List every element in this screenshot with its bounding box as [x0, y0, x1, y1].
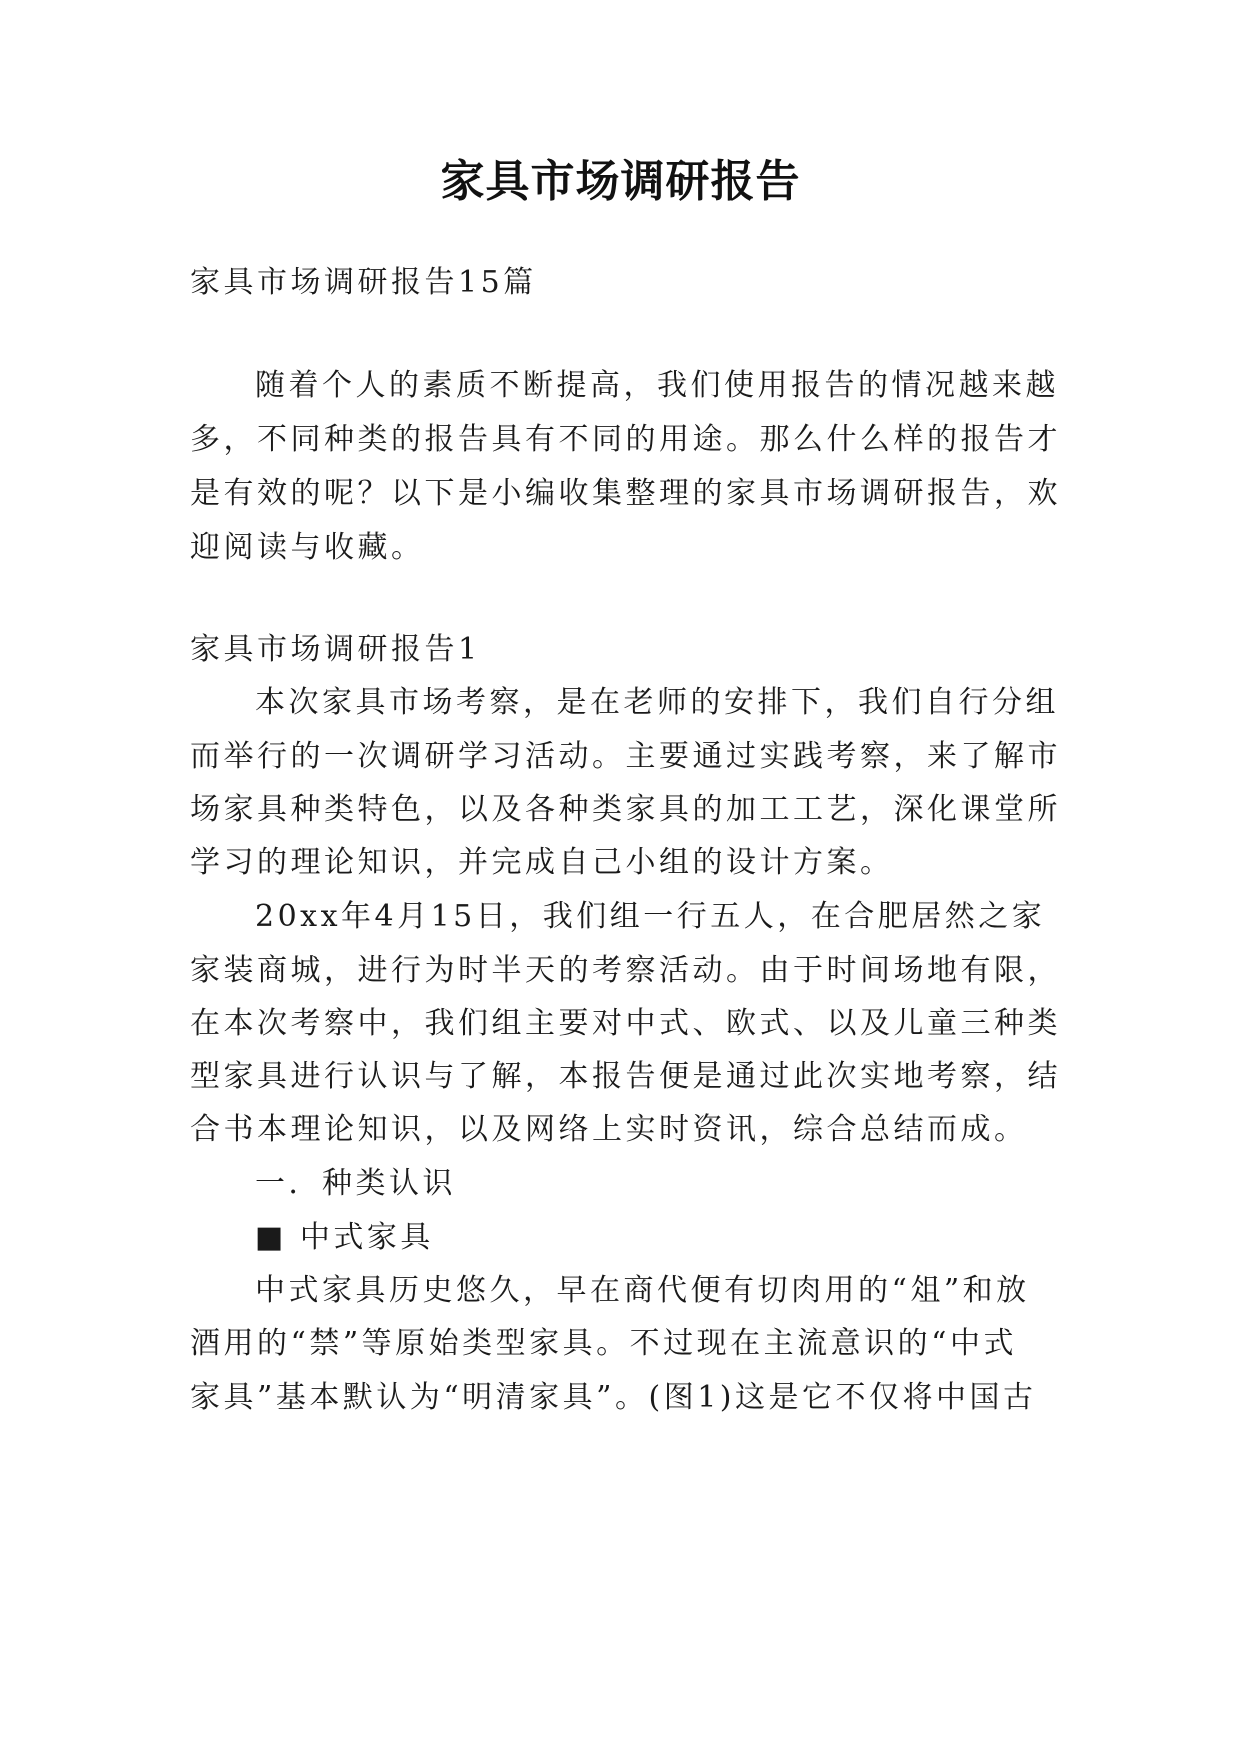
paragraph-line: 家装商城，进行为时半天的考察活动。由于时间场地有限，	[190, 953, 1061, 988]
document-title: 家具市场调研报告	[440, 156, 801, 207]
paragraph-line: 本次家具市场考察，是在老师的安排下，我们自行分组	[255, 685, 1059, 720]
intro-line: 迎阅读与收藏。	[190, 530, 425, 565]
paragraph-line: 酒用的“禁”等原始类型家具。不过现在主流意识的“中式	[190, 1326, 1018, 1361]
heading-chinese-furniture: ■ 中式家具	[255, 1220, 434, 1255]
paragraph-line: 合书本理论知识，以及网络上实时资讯，综合总结而成。	[190, 1112, 1028, 1147]
paragraph-line: 20xx年4月15日，我们组一行五人，在合肥居然之家	[255, 899, 1046, 934]
intro-line: 是有效的呢？以下是小编收集整理的家具市场调研报告，欢	[190, 476, 1061, 511]
paragraph-line: 家具”基本默认为“明清家具”。(图1)这是它不仅将中国古	[190, 1380, 1037, 1415]
paragraph-line: 而举行的一次调研学习活动。主要通过实践考察，来了解市	[190, 739, 1061, 774]
paragraph-line: 学习的理论知识，并完成自己小组的设计方案。	[190, 845, 894, 880]
paragraph-line: 在本次考察中，我们组主要对中式、欧式、以及儿童三种类	[190, 1006, 1061, 1041]
paragraph-line: 型家具进行认识与了解，本报告便是通过此次实地考察，结	[190, 1059, 1061, 1094]
paragraph-line: 场家具种类特色，以及各种类家具的加工工艺，深化课堂所	[190, 792, 1061, 827]
intro-line: 随着个人的素质不断提高，我们使用报告的情况越来越	[255, 368, 1059, 403]
section-heading: 家具市场调研报告1	[190, 632, 481, 667]
paragraph-line: 中式家具历史悠久，早在商代便有切肉用的“俎”和放	[255, 1273, 1030, 1308]
heading-types: 一．种类认识	[255, 1166, 456, 1201]
document-subtitle: 家具市场调研报告15篇	[190, 265, 537, 300]
intro-line: 多，不同种类的报告具有不同的用途。那么什么样的报告才	[190, 422, 1061, 457]
